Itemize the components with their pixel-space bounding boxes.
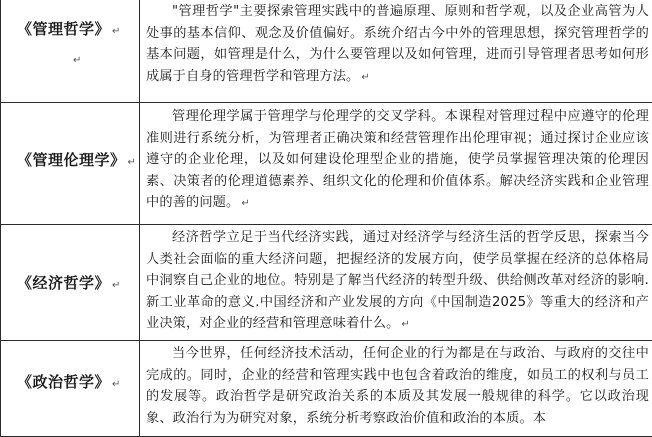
course-description [140,225,652,336]
course-title [17,371,121,392]
course-title-cell [1,225,140,341]
course-title-text: 《管理伦理学》 [17,151,126,169]
paragraph-mark-icon: ↵ [112,280,121,291]
table-row [1,341,652,437]
paragraph-mark-icon: ↵ [112,379,121,390]
course-description [140,0,652,88]
course-description-text: 管理伦理学属于管理学与伦理学的交叉学科。本课程对管理过程中应遵守的伦理准则进行系统分析，为管理者正确决策和经营管理作出伦理审视；通过探讨企业应该遵守的企业伦理，以及如何建设伦理型企业的措施，使学员掌握管理决策的伦理因素、决策者的伦理道德素养、组织文化的伦理和价值体系。解决经济实践和企业管理中的善的问题。 [146,109,649,210]
paragraph-mark-icon: ↵ [361,72,370,83]
course-title-cell [1,341,140,437]
paragraph-mark-icon: ↵ [73,55,81,66]
course-description-text: "管理哲学"主要探索管理实践中的普遍原理、原则和哲学观，以及企业高管为人处事的基本信仰、观念及价值偏好。系统介绍古今中外的管理思想，探究管理哲学的基本问题，如管理是什么，为什么要管理以及如何管理，进而引导管理者思考如何形成属于自身的管理哲学和管理方法。 [146,4,649,84]
course-description [140,341,652,429]
table-row [1,225,652,341]
course-title [17,149,136,170]
course-description-cell [140,103,652,225]
course-description-cell [140,0,652,103]
table-row [1,0,652,103]
paragraph-mark-icon: ↵ [128,157,137,168]
course-title [17,272,121,293]
paragraph-mark-icon: ↵ [241,198,250,209]
course-title-text: 《经济哲学》 [17,274,110,292]
paragraph-mark-icon: ↵ [401,319,410,330]
course-title-text: 《政治哲学》 [17,373,110,391]
paragraph-mark-icon: ↵ [112,26,121,37]
course-description-cell [140,341,652,437]
course-description-text: 当今世界，任何经济技术活动，任何企业的行为都是在与政治、与政府的交往中完成的。同时，企业的经营和管理实践中也包含着政治的维度，如员工的权利与员工的发展等。政治哲学是研究政治关系的本质及其发展一般规律的科学。它以政治现象、政治行为为研究对象，系统分析考察政治价值和政治的本质。本 [146,346,649,426]
table-row [1,103,652,225]
course-description [140,103,652,215]
course-description-text: 经济哲学立足于当代经济实践，通过对经济学与经济生活的哲学反思，探索当今人类社会面临的重大经济问题，把握经济的发展方向，使学员掌握在经济的总体格局中洞察自己企业的地位。特别是了解当代经济的转型升级、供给侧改革对经济的影响.新工业革命的意义.中国经济和产业发展的方向《中国制造2025》等重大的经济和产业决策，对企业的经营和管理意味着什么。 [146,230,649,331]
course-description-cell [140,225,652,341]
course-title-cell [1,103,140,225]
course-title-cell [1,0,140,103]
course-title-text: 《管理哲学》 [17,20,110,38]
course-title [17,18,121,39]
